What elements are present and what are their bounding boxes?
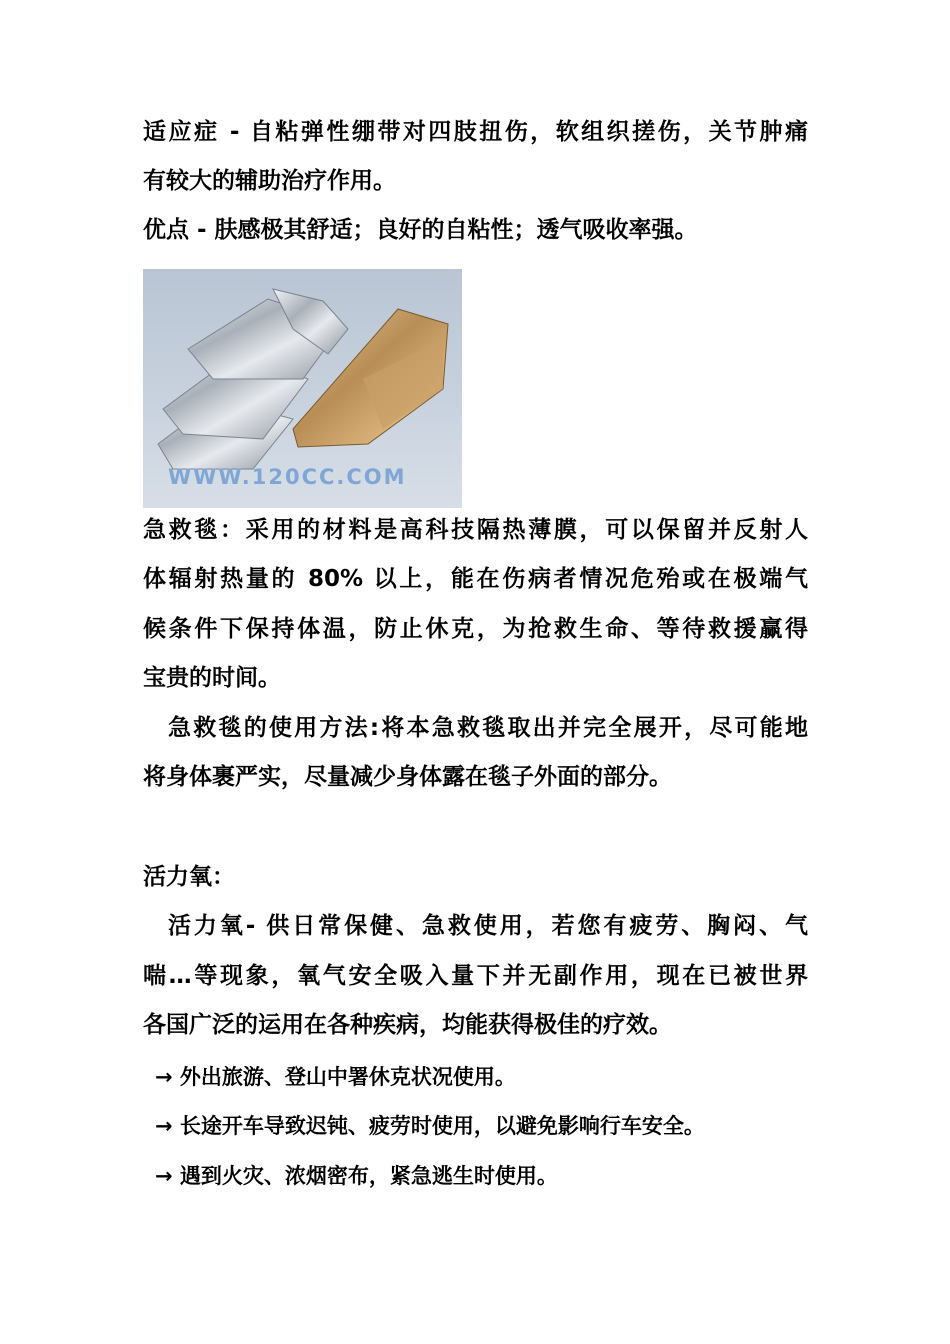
oxygen-use-3: → 遇到火灾、浓烟密布，紧急逃生时使用。 bbox=[155, 1164, 558, 1188]
indications-line-2: 有较大的辅助治疗作用。 bbox=[143, 168, 396, 194]
oxygen-line-3: 各国广泛的运用在各种疾病，均能获得极佳的疗效。 bbox=[143, 1012, 672, 1038]
oxygen-use-2: → 长途开车导致迟钝、疲劳时使用，以避免影响行车安全。 bbox=[155, 1114, 705, 1138]
blanket-line-2: 体辐射热量的 80% 以上，能在伤病者情况危殆或在极端气 bbox=[143, 566, 808, 592]
oxygen-use-1: → 外出旅游、登山中署休克状况使用。 bbox=[155, 1065, 516, 1089]
blanket-line-1: 急救毯：采用的材料是高科技隔热薄膜，可以保留并反射人 bbox=[143, 517, 808, 543]
emergency-blanket-photo bbox=[143, 269, 462, 508]
oxygen-heading: 活力氧： bbox=[143, 864, 235, 890]
blanket-line-3: 候条件下保持体温，防止休克，为抢救生命、等待救援赢得 bbox=[143, 616, 808, 642]
blanket-usage-line-1: 急救毯的使用方法:将本急救毯取出并完全展开，尽可能地 bbox=[168, 715, 808, 741]
oxygen-line-2: 喘…等现象，氧气安全吸入量下并无副作用，现在已被世界 bbox=[143, 963, 808, 989]
oxygen-line-1: 活力氧- 供日常保健、急救使用，若您有疲劳、胸闷、气 bbox=[168, 913, 808, 939]
watermark-text: WWW.120CC.COM bbox=[168, 465, 407, 489]
advantages-line: 优点 - 肤感极其舒适；良好的自粘性；透气吸收率强。 bbox=[143, 217, 698, 243]
blanket-line-4: 宝贵的时间。 bbox=[143, 665, 281, 691]
blanket-usage-line-2: 将身体裹严实，尽量减少身体露在毯子外面的部分。 bbox=[143, 764, 672, 790]
indications-line-1: 适应症 - 自粘弹性绷带对四肢扭伤，软组织搓伤，关节肿痛 bbox=[143, 119, 808, 145]
